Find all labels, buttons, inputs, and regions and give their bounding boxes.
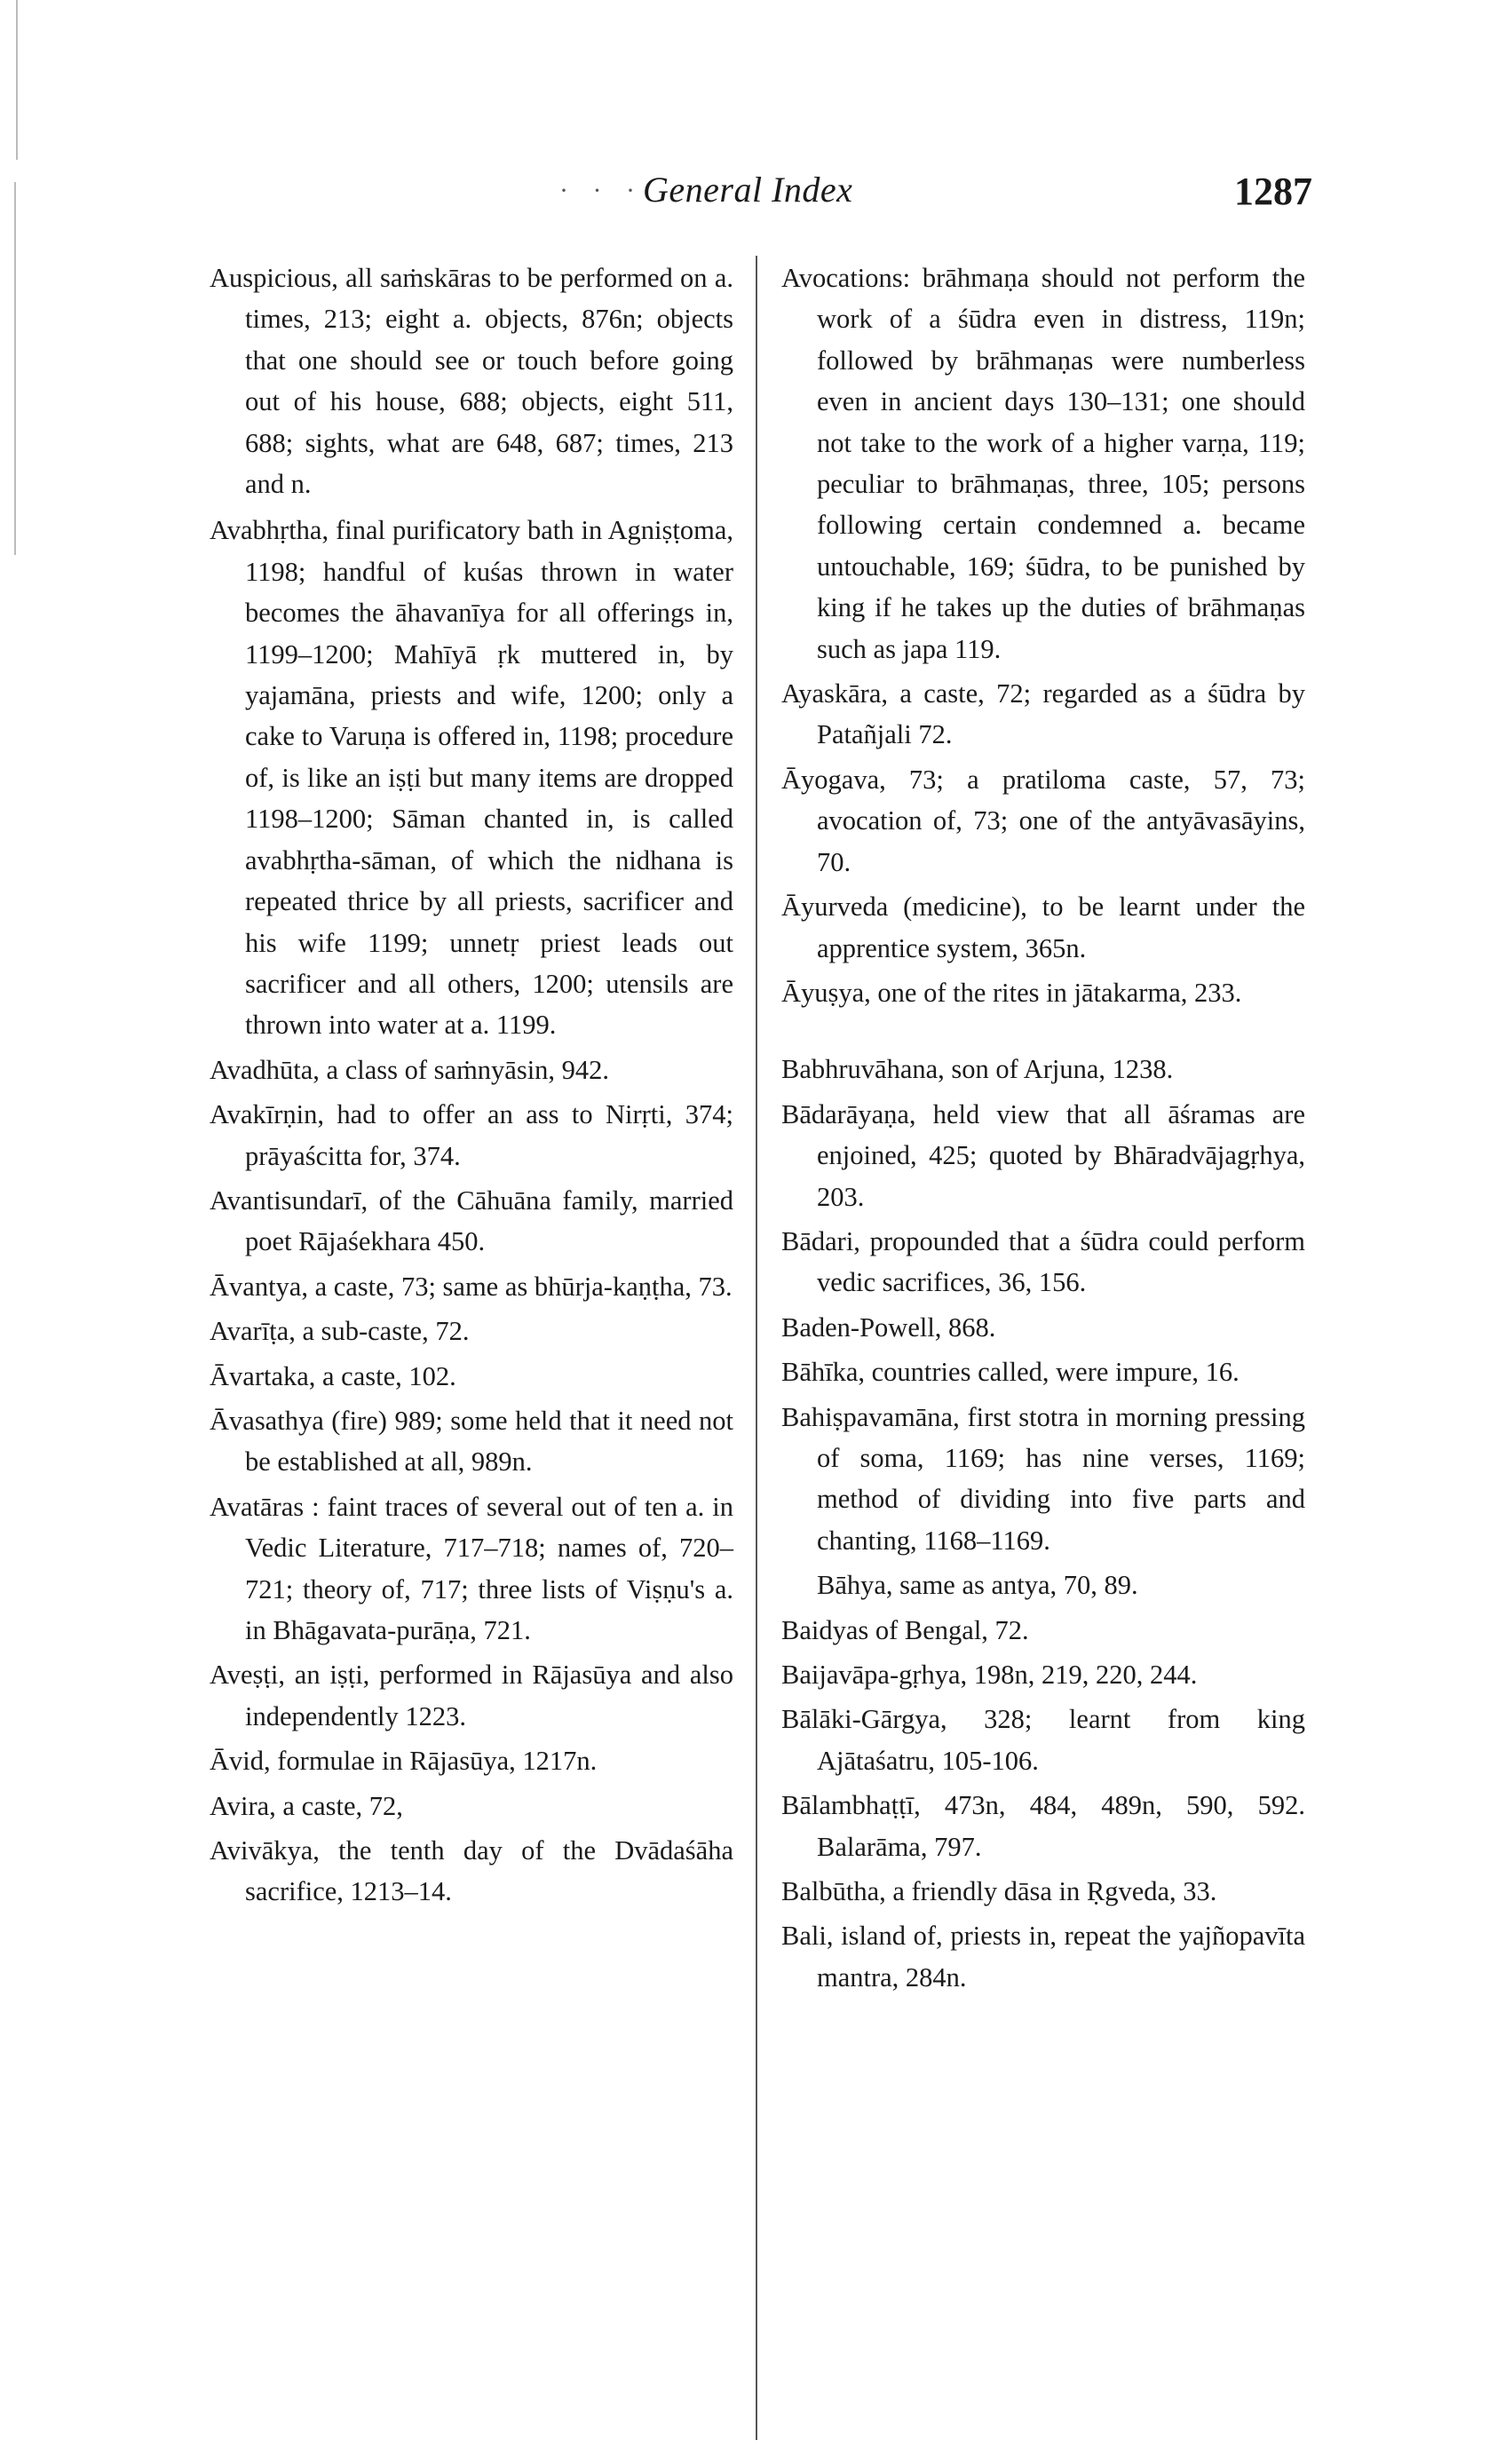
index-entry: Avocations: brāhmaṇa should not perform the work of a śūdra even in distress, 119n; followed by brāhmaṇas were numberless even in ancient days 130–131; one should not take to the work of a higher varṇa, 119; peculiar to brāhmaṇas, three, 105; persons following certain condemned a. became untouchable, 169; śūdra, to be punished by king if he takes up the duties of brāhmaṇas such as japa 119.: [781, 263, 1305, 664]
index-entry: Avadhūta, a class of saṁnyāsin, 942.: [210, 1054, 610, 1085]
index-entry: Balbūtha, a friendly dāsa in Ṛgveda, 33.: [781, 1876, 1217, 1907]
index-entry: Baijavāpa-gṛhya, 198n, 219, 220, 244.: [781, 1660, 1198, 1690]
header-dots: · · ·: [559, 176, 644, 205]
index-entry: Bāhīka, countries called, were impure, 16.: [781, 1357, 1240, 1388]
index-entry: Bādari, propounded that a śūdra could perform vedic sacrifices, 36, 156.: [781, 1225, 1305, 1298]
index-entry: Bādarāyaṇa, held view that all āśramas are enjoined, 425; quoted by Bhāradvājagṛhya, 203.: [781, 1098, 1305, 1212]
right-column: [781, 257, 1305, 2001]
index-entry: Baden-Powell, 868.: [781, 1311, 996, 1343]
index-entry: Āyuṣya, one of the rites in jātakarma, 233.: [781, 977, 1242, 1008]
index-entry: Āvasathya (fire) 989; some held that it need not be established at all, 989n.: [210, 1405, 733, 1478]
index-entry: Aveṣṭi, an iṣṭi, performed in Rājasūya and also independently 1223.: [210, 1660, 733, 1731]
index-entry: Avatāras : faint traces of several out of ten a. in Vedic Literature, 717–718; names of, 720–721; theory of, 717; three lists of Viṣṇu's a. in Bhāgavata-purāṇa, 721.: [210, 1491, 733, 1645]
index-entry: Āyogava, 73; a pratiloma caste, 57, 73; avocation of, 73; one of the antyāvasāyins, 70.: [781, 764, 1305, 877]
index-entry: Āvartaka, a caste, 102.: [210, 1360, 456, 1391]
index-entry: Bahiṣpavamāna, first stotra in morning pressing of soma, 1169; has nine verses, 1169; method of dividing into five parts and chanting, 1168–1169.: [781, 1401, 1305, 1556]
index-entry: Āvid, formulae in Rājasūya, 1217n.: [210, 1746, 598, 1777]
index-entry: Ayaskāra, a caste, 72; regarded as a śūdra by Patañjali 72.: [781, 678, 1305, 750]
index-entry: Āvantya, a caste, 73; same as bhūrja-kaṇṭha, 73.: [210, 1271, 733, 1302]
index-entry: Āyurveda (medicine), to be learnt under the apprentice system, 365n.: [781, 891, 1305, 963]
scan-margin-line: [16, 0, 18, 160]
index-entry: Bālambhaṭṭī, 473n, 484, 489n, 590, 592. Balarāma, 797.: [781, 1790, 1305, 1862]
scan-margin-line: [14, 182, 16, 555]
index-entry: Babhruvāhana, son of Arjuna, 1238.: [781, 1054, 1174, 1085]
index-entry: Avivākya, the tenth day of the Dvādaśāha sacrifice, 1213–14.: [210, 1835, 733, 1907]
index-entry: Avantisundarī, of the Cāhuāna family, married poet Rājaśekhara 450.: [210, 1184, 733, 1257]
page-number: 1287: [1234, 170, 1312, 213]
page-title: General Index: [643, 170, 853, 210]
index-entry: Bali, island of, priests in, repeat the yajñopavīta mantra, 284n.: [781, 1921, 1305, 1993]
running-header: [0, 169, 1489, 222]
index-entry: Avabhṛtha, final purificatory bath in Agniṣṭoma, 1198; handful of kuśas thrown in water becomes the āhavanīya for all offerings in, 1199–1200; Mahīyā ṛk muttered in, by yajamāna, priests and wife, 1200; only a cake to Varuṇa is offered in, 1198; procedure of, is like an iṣṭi but many items are dropped 1198–1200; Sāman chanted in, is called avabhṛtha-sāman, of which the nidhana is repeated thrice by all priests, sacrificer and his wife 1199; unnetṛ priest leads out sacrificer and all others, 1200; utensils are thrown into water at a. 1199.: [210, 515, 733, 1041]
index-entry: Bālāki-Gārgya, 328; learnt from king Ajātaśatru, 105-106.: [781, 1704, 1305, 1776]
left-column: [210, 257, 733, 1916]
index-entry: Avarīṭa, a sub-caste, 72.: [210, 1316, 470, 1347]
index-entry: Avira, a caste, 72,: [210, 1790, 403, 1821]
index-entry: Bāhya, same as antya, 70, 89.: [817, 1570, 1138, 1601]
index-entry: Auspicious, all saṁskāras to be performed on a. times, 213; eight a. objects, 876n; objects that one should see or touch before going out of his house, 688; objects, eight 511, 688; sights, what are 648, 687; times, 213 and n.: [210, 263, 733, 500]
column-divider: [756, 256, 757, 2440]
index-entry: Baidyas of Bengal, 72.: [781, 1614, 1029, 1645]
index-entry: Avakīrṇin, had to offer an ass to Nirṛti, 374; prāyaścitta for, 374.: [210, 1099, 733, 1171]
